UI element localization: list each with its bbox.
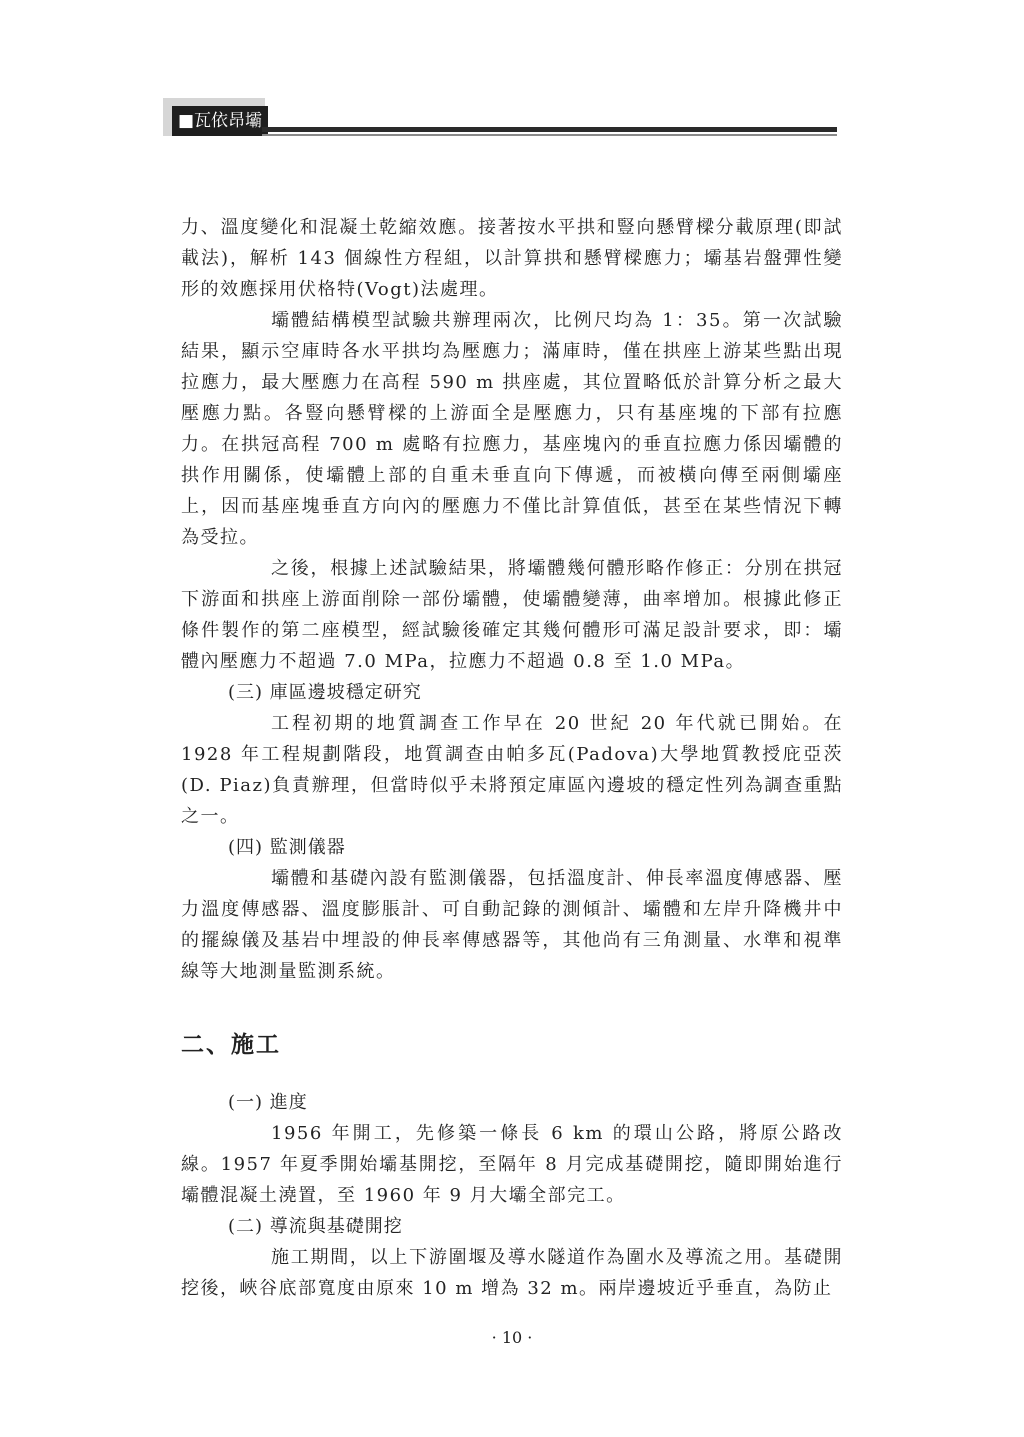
subsection-heading: (三) 庫區邊坡穩定研究 [228, 682, 422, 703]
paragraph: 施工期間，以上下游圍堰及導水隧道作為圍水及導流之用。基礎開挖後，峽谷底部寬度由原來 10 m 增為 32 m。兩岸邊坡近乎垂直，為防止 [181, 1247, 843, 1299]
header-rule [262, 127, 837, 132]
subsection-heading: (二) 導流與基礎開挖 [228, 1216, 403, 1237]
paragraph: 力、溫度變化和混凝土乾縮效應。接著按水平拱和豎向懸臂樑分載原理(即試載法)，解析 143 個線性方程組，以計算拱和懸臂樑應力；壩基岩盤彈性變形的效應採用伏格特(Vogt)法處理。 [181, 217, 843, 300]
header-rule-thin [262, 134, 837, 136]
paragraph: 壩體和基礎內設有監測儀器，包括溫度計、伸長率溫度傳感器、壓力溫度傳感器、溫度膨脹計、可自動記錄的測傾計、壩體和左岸升降機井中的擺線儀及基岩中埋設的伸長率傳感器等，其他尚有三角測量、水準和視準線等大地測量監測系統。 [181, 868, 843, 982]
paragraph: 1956 年開工，先修築一條長 6 km 的環山公路，將原公路改線。1957 年夏季開始壩基開挖，至隔年 8 月完成基礎開挖，隨即開始進行壩體混凝土澆置，至 1960 年 9 月大壩全部完工。 [181, 1123, 843, 1206]
paragraph: 之後，根據上述試驗結果，將壩體幾何體形略作修正：分別在拱冠下游面和拱座上游面削除一部份壩體，使壩體變薄，曲率增加。根據此修正條件製作的第二座模型，經試驗後確定其幾何體形可滿足設計要求，即：壩體內壓應力不超過 7.0 MPa，拉應力不超過 0.8 至 1.0 MPa。 [181, 558, 843, 672]
page-body [181, 212, 843, 1304]
running-header: ■瓦依昂壩 [172, 106, 268, 136]
subsection-heading: (一) 進度 [228, 1092, 308, 1113]
subsection-heading: (四) 監測儀器 [228, 837, 346, 858]
paragraph: 壩體結構模型試驗共辦理兩次，比例尺均為 1：35。第一次試驗結果，顯示空庫時各水平拱均為壓應力；滿庫時，僅在拱座上游某些點出現拉應力，最大壓應力在高程 590 m 拱座處，其位置略低於計算分析之最大壓應力點。各豎向懸臂樑的上游面全是壓應力，只有基座塊的下部有拉應力。在拱冠高程 700 m 處略有拉應力，基座塊內的垂直拉應力係因壩體的拱作用關係，使壩體上部的自重未垂直向下傳遞，而被橫向傳至兩側壩座上，因而基座塊垂直方向內的壓應力不僅比計算值低，甚至在某些情況下轉為受拉。 [181, 310, 843, 548]
paragraph: 工程初期的地質調查工作早在 20 世紀 20 年代就已開始。在 1928 年工程規劃階段，地質調查由帕多瓦(Padova)大學地質教授庇亞茨(D. Piaz)負責辦理，但當時似乎未將預定庫區內邊坡的穩定性列為調查重點之一。 [181, 713, 843, 827]
page-number: · 10 · [491, 1328, 533, 1347]
section-heading: 二、施工 [181, 1032, 281, 1058]
